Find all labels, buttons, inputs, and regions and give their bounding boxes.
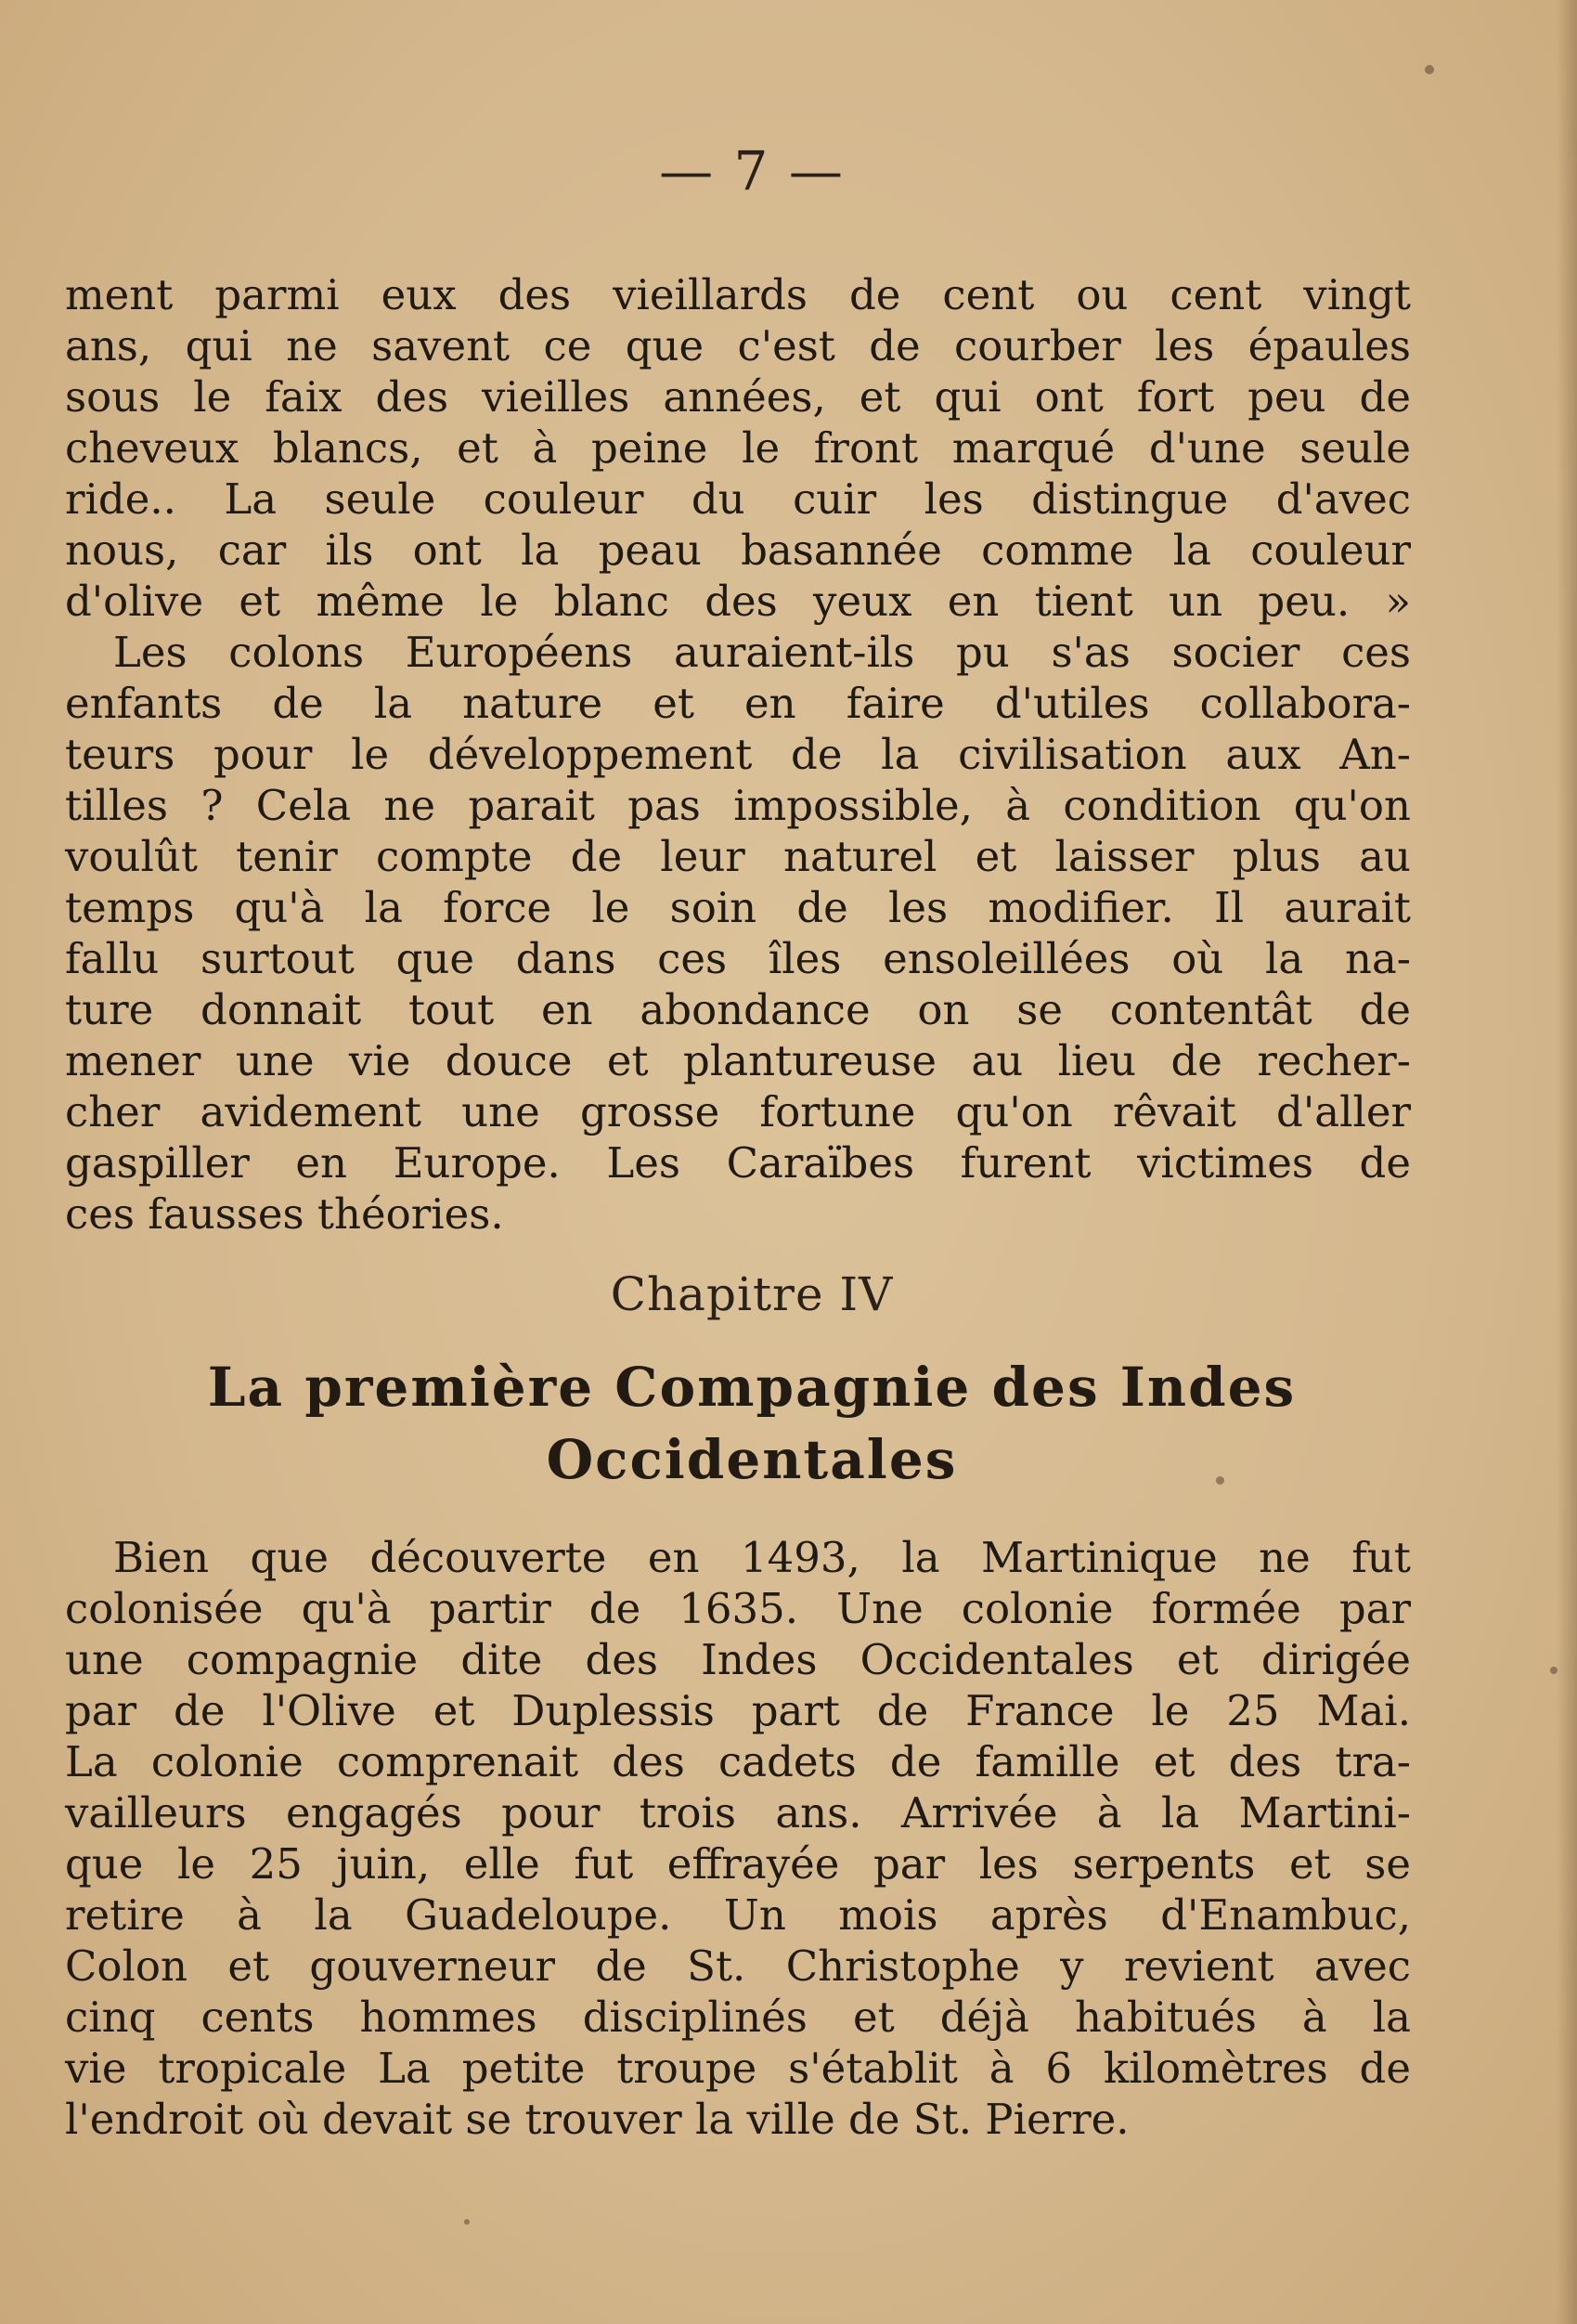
page-edge-shadow (1557, 0, 1577, 2324)
page-number: — 7 — (659, 139, 845, 202)
text-line: fallu surtout que dans ces îles ensoleillées où la na- (65, 934, 1411, 983)
text-line: cheveux blancs, et à peine le front marqué d'une seule (65, 423, 1411, 473)
text-line: teurs pour le développement de la civilisation aux An- (65, 730, 1411, 779)
text-line: Colon et gouverneur de St. Christophe y revient avec (65, 1941, 1411, 1991)
text-line: tilles ? Cela ne parait pas impossible, à condition qu'on (65, 781, 1411, 830)
text-line: une compagnie dite des Indes Occidentales et dirigée (65, 1635, 1411, 1684)
text-line: l'endroit où devait se trouver la ville de St. Pierre. (65, 2095, 1130, 2144)
text-line: ment parmi eux des vieillards de cent ou cent vingt (65, 270, 1411, 319)
text-line: colonisée qu'à partir de 1635. Une colonie formée par (65, 1584, 1411, 1633)
paper-speck (464, 2219, 470, 2225)
text-line: vailleurs engagés pour trois ans. Arrivée à la Martini- (65, 1788, 1411, 1837)
text-line: temps qu'à la force le soin de les modifier. Il aurait (65, 883, 1411, 932)
text-line: vie tropicale La petite troupe s'établit à 6 kilomètres de (65, 2044, 1411, 2093)
text-line: ces fausses théories. (65, 1189, 504, 1239)
chapter-title-line: Occidentales (546, 1428, 958, 1491)
text-line: gaspiller en Europe. Les Caraïbes furent victimes de (65, 1138, 1411, 1188)
text-line: nous, car ils ont la peau basannée comme la couleur (65, 526, 1411, 575)
text-line: enfants de la nature et en faire d'utiles collabora- (65, 679, 1411, 728)
paragraph-continuation (65, 269, 1411, 627)
text-line: voulût tenir compte de leur naturel et laisser plus au (65, 832, 1411, 881)
chapter-title-line: La première Compagnie des Indes (207, 1356, 1297, 1419)
chapter-title (0, 1351, 1504, 1496)
text-line: sous le faix des vieilles années, et qui ont fort peu de (65, 372, 1411, 422)
text-line: Bien que découverte en 1493, la Martinique ne fut (113, 1533, 1411, 1582)
text-line: d'olive et même le blanc des yeux en tient un peu. » (65, 577, 1411, 626)
text-line: mener une vie douce et plantureuse au lieu de recher- (65, 1036, 1411, 1085)
text-line: cinq cents hommes disciplinés et déjà habitués à la (65, 1993, 1411, 2042)
text-line: Les colons Européens auraient-ils pu s'as socier ces (113, 628, 1411, 677)
text-line: par de l'Olive et Duplessis part de France le 25 Mai. (65, 1686, 1411, 1735)
text-line: ture donnait tout en abondance on se contentât de (65, 985, 1411, 1034)
text-line: ride.. La seule couleur du cuir les distingue d'avec (65, 474, 1411, 524)
text-line: cher avidement une grosse fortune qu'on rêvait d'aller (65, 1087, 1411, 1136)
chapter-label: Chapitre IV (610, 1267, 894, 1321)
paragraph-martinique (65, 1532, 1411, 2145)
paragraph-colons (65, 627, 1411, 1240)
paper-speck (1550, 1667, 1558, 1674)
text-line: retire à la Guadeloupe. Un mois après d'Enambuc, (65, 1890, 1411, 1940)
text-line: ans, qui ne savent ce que c'est de courber les épaules (65, 321, 1411, 370)
text-line: La colonie comprenait des cadets de famille et des tra- (65, 1737, 1411, 1786)
text-line: que le 25 juin, elle fut effrayée par les serpents et se (65, 1839, 1411, 1889)
paper-speck (1425, 65, 1434, 74)
paper-speck (1216, 1476, 1224, 1485)
